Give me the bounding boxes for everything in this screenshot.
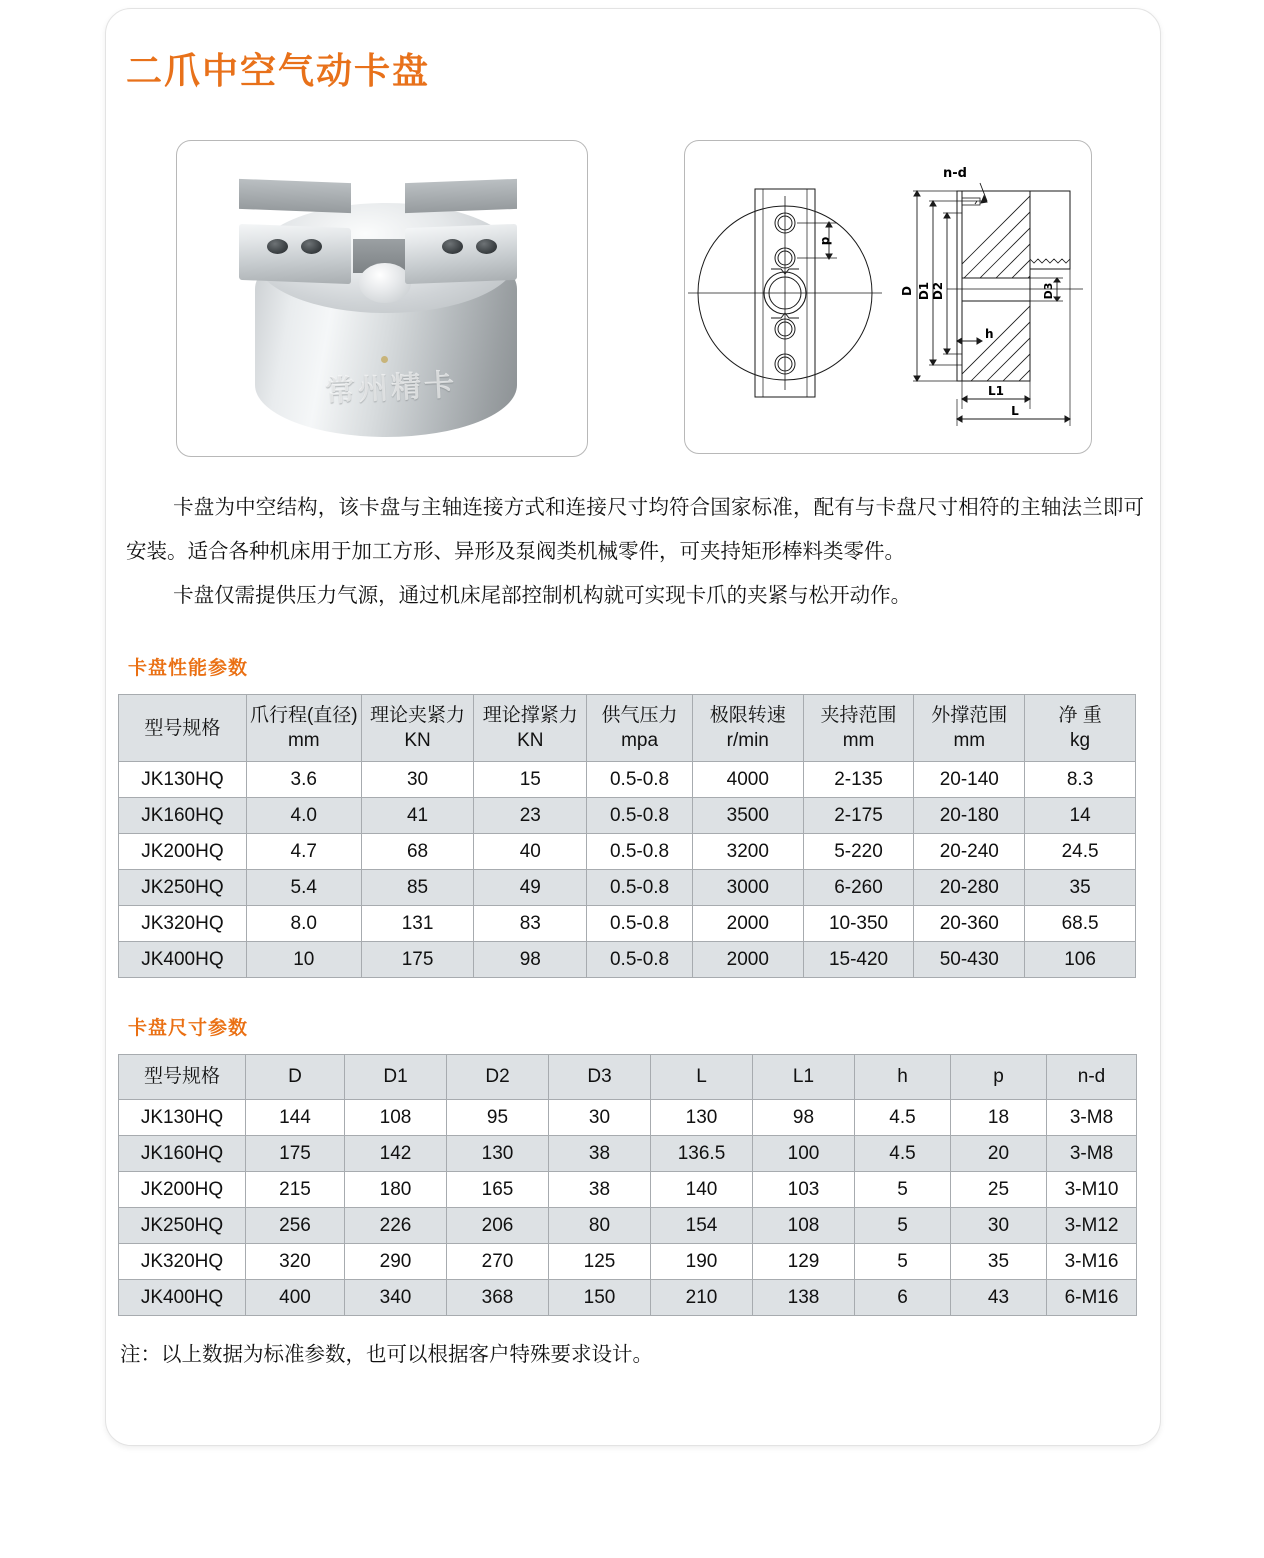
label-h: h	[985, 327, 994, 341]
table-cell: 20-240	[914, 834, 1025, 870]
table-cell: 150	[549, 1280, 651, 1316]
col-air-pressure: 供气压力 mpa	[587, 695, 693, 762]
table-row	[119, 906, 1136, 942]
table-row	[119, 798, 1136, 834]
dimension-table-body	[119, 1100, 1137, 1316]
table-cell: 368	[447, 1280, 549, 1316]
table-cell: 175	[361, 942, 474, 978]
label-nd: n-d	[943, 166, 967, 181]
col--: 型号规格	[119, 1055, 246, 1100]
table-cell: 85	[361, 870, 474, 906]
col-l: L	[651, 1055, 753, 1100]
page-title: 二爪中空气动卡盘	[126, 51, 431, 92]
cell-model: JK250HQ	[119, 1208, 246, 1244]
table-cell: 154	[651, 1208, 753, 1244]
col-expanding-range: 外撑范围 mm	[914, 695, 1025, 762]
jaw-face-left	[239, 179, 351, 213]
table-cell: 3500	[692, 798, 803, 834]
table-cell: 30	[361, 762, 474, 798]
table-cell: 98	[753, 1100, 855, 1136]
table-cell: 206	[447, 1208, 549, 1244]
performance-table-body	[119, 762, 1136, 978]
table-row	[119, 1100, 1137, 1136]
table-cell: 140	[651, 1172, 753, 1208]
table-cell: 3-M8	[1047, 1100, 1137, 1136]
table-cell: 68	[361, 834, 474, 870]
table-cell: 35	[1025, 870, 1136, 906]
product-photo	[177, 141, 587, 456]
table-row	[119, 1172, 1137, 1208]
table-cell: 106	[1025, 942, 1136, 978]
table-cell: 30	[549, 1100, 651, 1136]
jaw-bolt-hole	[476, 239, 497, 254]
table-cell: 8.0	[246, 906, 361, 942]
table-cell: 0.5-0.8	[587, 762, 693, 798]
photo-watermark: 常州精卡	[324, 367, 459, 410]
label-p: p	[818, 236, 832, 246]
technical-drawing-box	[684, 140, 1092, 454]
table-cell: 0.5-0.8	[587, 942, 693, 978]
performance-parameters-table	[118, 694, 1136, 978]
table-cell: 130	[651, 1100, 753, 1136]
label-D2: D2	[931, 281, 945, 301]
table-cell: 0.5-0.8	[587, 798, 693, 834]
table-row	[119, 762, 1136, 798]
table-cell: 15	[474, 762, 587, 798]
table-cell: 25	[951, 1172, 1047, 1208]
table-row	[119, 1280, 1137, 1316]
table-cell: 340	[345, 1280, 447, 1316]
table-cell: 2000	[692, 906, 803, 942]
table-cell: 5	[855, 1172, 951, 1208]
table-cell: 80	[549, 1208, 651, 1244]
table-cell: 125	[549, 1244, 651, 1280]
table-cell: 30	[951, 1208, 1047, 1244]
table-cell: 8.3	[1025, 762, 1136, 798]
table-cell: 5	[855, 1208, 951, 1244]
table-cell: 6-M16	[1047, 1280, 1137, 1316]
description-paragraph-2: 卡盘仅需提供压力气源，通过机床尾部控制机构就可实现卡爪的夹紧与松开动作。	[173, 583, 912, 607]
table-cell: 270	[447, 1244, 549, 1280]
jaw-bolt-hole	[267, 239, 288, 254]
table-cell: 210	[651, 1280, 753, 1316]
col-jaw-stroke: 爪行程(直径) mm	[246, 695, 361, 762]
table-cell: 24.5	[1025, 834, 1136, 870]
jaw-left	[239, 224, 351, 284]
table-cell: 290	[345, 1244, 447, 1280]
cell-model: JK200HQ	[119, 1172, 246, 1208]
table-cell: 4.7	[246, 834, 361, 870]
table-cell: 138	[753, 1280, 855, 1316]
label-D3: D3	[1042, 282, 1055, 300]
table-cell: 83	[474, 906, 587, 942]
table-cell: 49	[474, 870, 587, 906]
label-D1: D1	[917, 281, 931, 301]
table-header-row	[119, 1055, 1137, 1100]
table-cell: 6	[855, 1280, 951, 1316]
table-cell: 103	[753, 1172, 855, 1208]
table-row	[119, 942, 1136, 978]
table-row	[119, 1208, 1137, 1244]
table-cell: 20-360	[914, 906, 1025, 942]
table-cell: 3000	[692, 870, 803, 906]
chuck-center-hub	[359, 263, 411, 303]
table-cell: 40	[474, 834, 587, 870]
chuck-dimension-drawing	[685, 141, 1092, 454]
table-header-row	[119, 695, 1136, 762]
table-cell: 4.0	[246, 798, 361, 834]
label-D: D	[900, 286, 914, 296]
grease-nipple	[381, 356, 388, 363]
table-cell: 5-220	[803, 834, 914, 870]
description-paragraph-1: 卡盘为中空结构，该卡盘与主轴连接方式和连接尺寸均符合国家标准，配有与卡盘尺寸相符的主轴法兰即可安装。适合各种机床用于加工方形、异形及泵阀类机械零件，可夹持矩形棒料类零件。	[126, 495, 1144, 563]
table-row	[119, 1136, 1137, 1172]
table-cell: 15-420	[803, 942, 914, 978]
col-d2: D2	[447, 1055, 549, 1100]
table-cell: 0.5-0.8	[587, 834, 693, 870]
table-cell: 38	[549, 1172, 651, 1208]
table-cell: 2-175	[803, 798, 914, 834]
cell-model: JK250HQ	[119, 870, 247, 906]
table-cell: 3200	[692, 834, 803, 870]
col-clamping-range: 夹持范围 mm	[803, 695, 914, 762]
col-l1: L1	[753, 1055, 855, 1100]
cell-model: JK320HQ	[119, 906, 247, 942]
table-cell: 38	[549, 1136, 651, 1172]
cell-model: JK320HQ	[119, 1244, 246, 1280]
table-cell: 4.5	[855, 1100, 951, 1136]
table-cell: 144	[246, 1100, 345, 1136]
table-cell: 3.6	[246, 762, 361, 798]
table-cell: 108	[345, 1100, 447, 1136]
table-cell: 3-M10	[1047, 1172, 1137, 1208]
performance-section-title: 卡盘性能参数	[128, 657, 249, 679]
table-footnote: 注：以上数据为标准参数，也可以根据客户特殊要求设计。	[120, 1342, 653, 1366]
description-block	[126, 485, 1144, 617]
table-cell: 4.5	[855, 1136, 951, 1172]
table-cell: 320	[246, 1244, 345, 1280]
cell-model: JK400HQ	[119, 942, 247, 978]
jaw-bolt-hole	[442, 239, 463, 254]
table-cell: 2000	[692, 942, 803, 978]
table-cell: 20-180	[914, 798, 1025, 834]
table-cell: 6-260	[803, 870, 914, 906]
cell-model: JK160HQ	[119, 1136, 246, 1172]
table-cell: 3-M8	[1047, 1136, 1137, 1172]
dimension-section-title: 卡盘尺寸参数	[128, 1017, 249, 1039]
table-cell: 20-280	[914, 870, 1025, 906]
table-cell: 95	[447, 1100, 549, 1136]
jaw-right	[405, 224, 517, 284]
table-cell: 3-M16	[1047, 1244, 1137, 1280]
table-cell: 98	[474, 942, 587, 978]
table-row	[119, 870, 1136, 906]
col-d1: D1	[345, 1055, 447, 1100]
cell-model: JK200HQ	[119, 834, 247, 870]
col-d: D	[246, 1055, 345, 1100]
dimension-parameters-table	[118, 1054, 1137, 1316]
table-cell: 226	[345, 1208, 447, 1244]
col-h: h	[855, 1055, 951, 1100]
jaw-face-right	[405, 179, 517, 213]
table-row	[119, 1244, 1137, 1280]
table-cell: 136.5	[651, 1136, 753, 1172]
jaw-bolt-hole	[301, 239, 322, 254]
table-row	[119, 834, 1136, 870]
cell-model: JK130HQ	[119, 762, 247, 798]
table-cell: 35	[951, 1244, 1047, 1280]
cell-model: JK130HQ	[119, 1100, 246, 1136]
col-gripping-force: 理论撑紧力 KN	[474, 695, 587, 762]
table-cell: 10-350	[803, 906, 914, 942]
table-cell: 0.5-0.8	[587, 906, 693, 942]
table-cell: 43	[951, 1280, 1047, 1316]
table-cell: 2-135	[803, 762, 914, 798]
label-L: L	[1011, 404, 1019, 418]
table-cell: 130	[447, 1136, 549, 1172]
col-d3: D3	[549, 1055, 651, 1100]
table-cell: 14	[1025, 798, 1136, 834]
product-photo-box	[176, 140, 588, 457]
col-n-d: n-d	[1047, 1055, 1137, 1100]
col-net-weight: 净 重 kg	[1025, 695, 1136, 762]
section-body	[962, 191, 1030, 381]
table-cell: 3-M12	[1047, 1208, 1137, 1244]
content-card	[105, 8, 1161, 1446]
table-cell: 5	[855, 1244, 951, 1280]
table-cell: 190	[651, 1244, 753, 1280]
table-cell: 142	[345, 1136, 447, 1172]
table-cell: 400	[246, 1280, 345, 1316]
col-model: 型号规格	[119, 695, 247, 762]
table-cell: 165	[447, 1172, 549, 1208]
table-cell: 18	[951, 1100, 1047, 1136]
table-cell: 4000	[692, 762, 803, 798]
table-cell: 131	[361, 906, 474, 942]
table-cell: 41	[361, 798, 474, 834]
cell-model: JK400HQ	[119, 1280, 246, 1316]
table-cell: 23	[474, 798, 587, 834]
table-cell: 0.5-0.8	[587, 870, 693, 906]
table-cell: 215	[246, 1172, 345, 1208]
table-cell: 68.5	[1025, 906, 1136, 942]
table-cell: 20	[951, 1136, 1047, 1172]
table-cell: 5.4	[246, 870, 361, 906]
table-cell: 129	[753, 1244, 855, 1280]
table-cell: 175	[246, 1136, 345, 1172]
cell-model: JK160HQ	[119, 798, 247, 834]
col-p: p	[951, 1055, 1047, 1100]
col-clamping-force: 理论夹紧力 KN	[361, 695, 474, 762]
table-cell: 10	[246, 942, 361, 978]
table-cell: 180	[345, 1172, 447, 1208]
table-cell: 50-430	[914, 942, 1025, 978]
label-L1: L1	[988, 384, 1004, 398]
table-cell: 100	[753, 1136, 855, 1172]
table-cell: 256	[246, 1208, 345, 1244]
table-cell: 20-140	[914, 762, 1025, 798]
table-cell: 108	[753, 1208, 855, 1244]
col-max-speed: 极限转速 r/min	[692, 695, 803, 762]
